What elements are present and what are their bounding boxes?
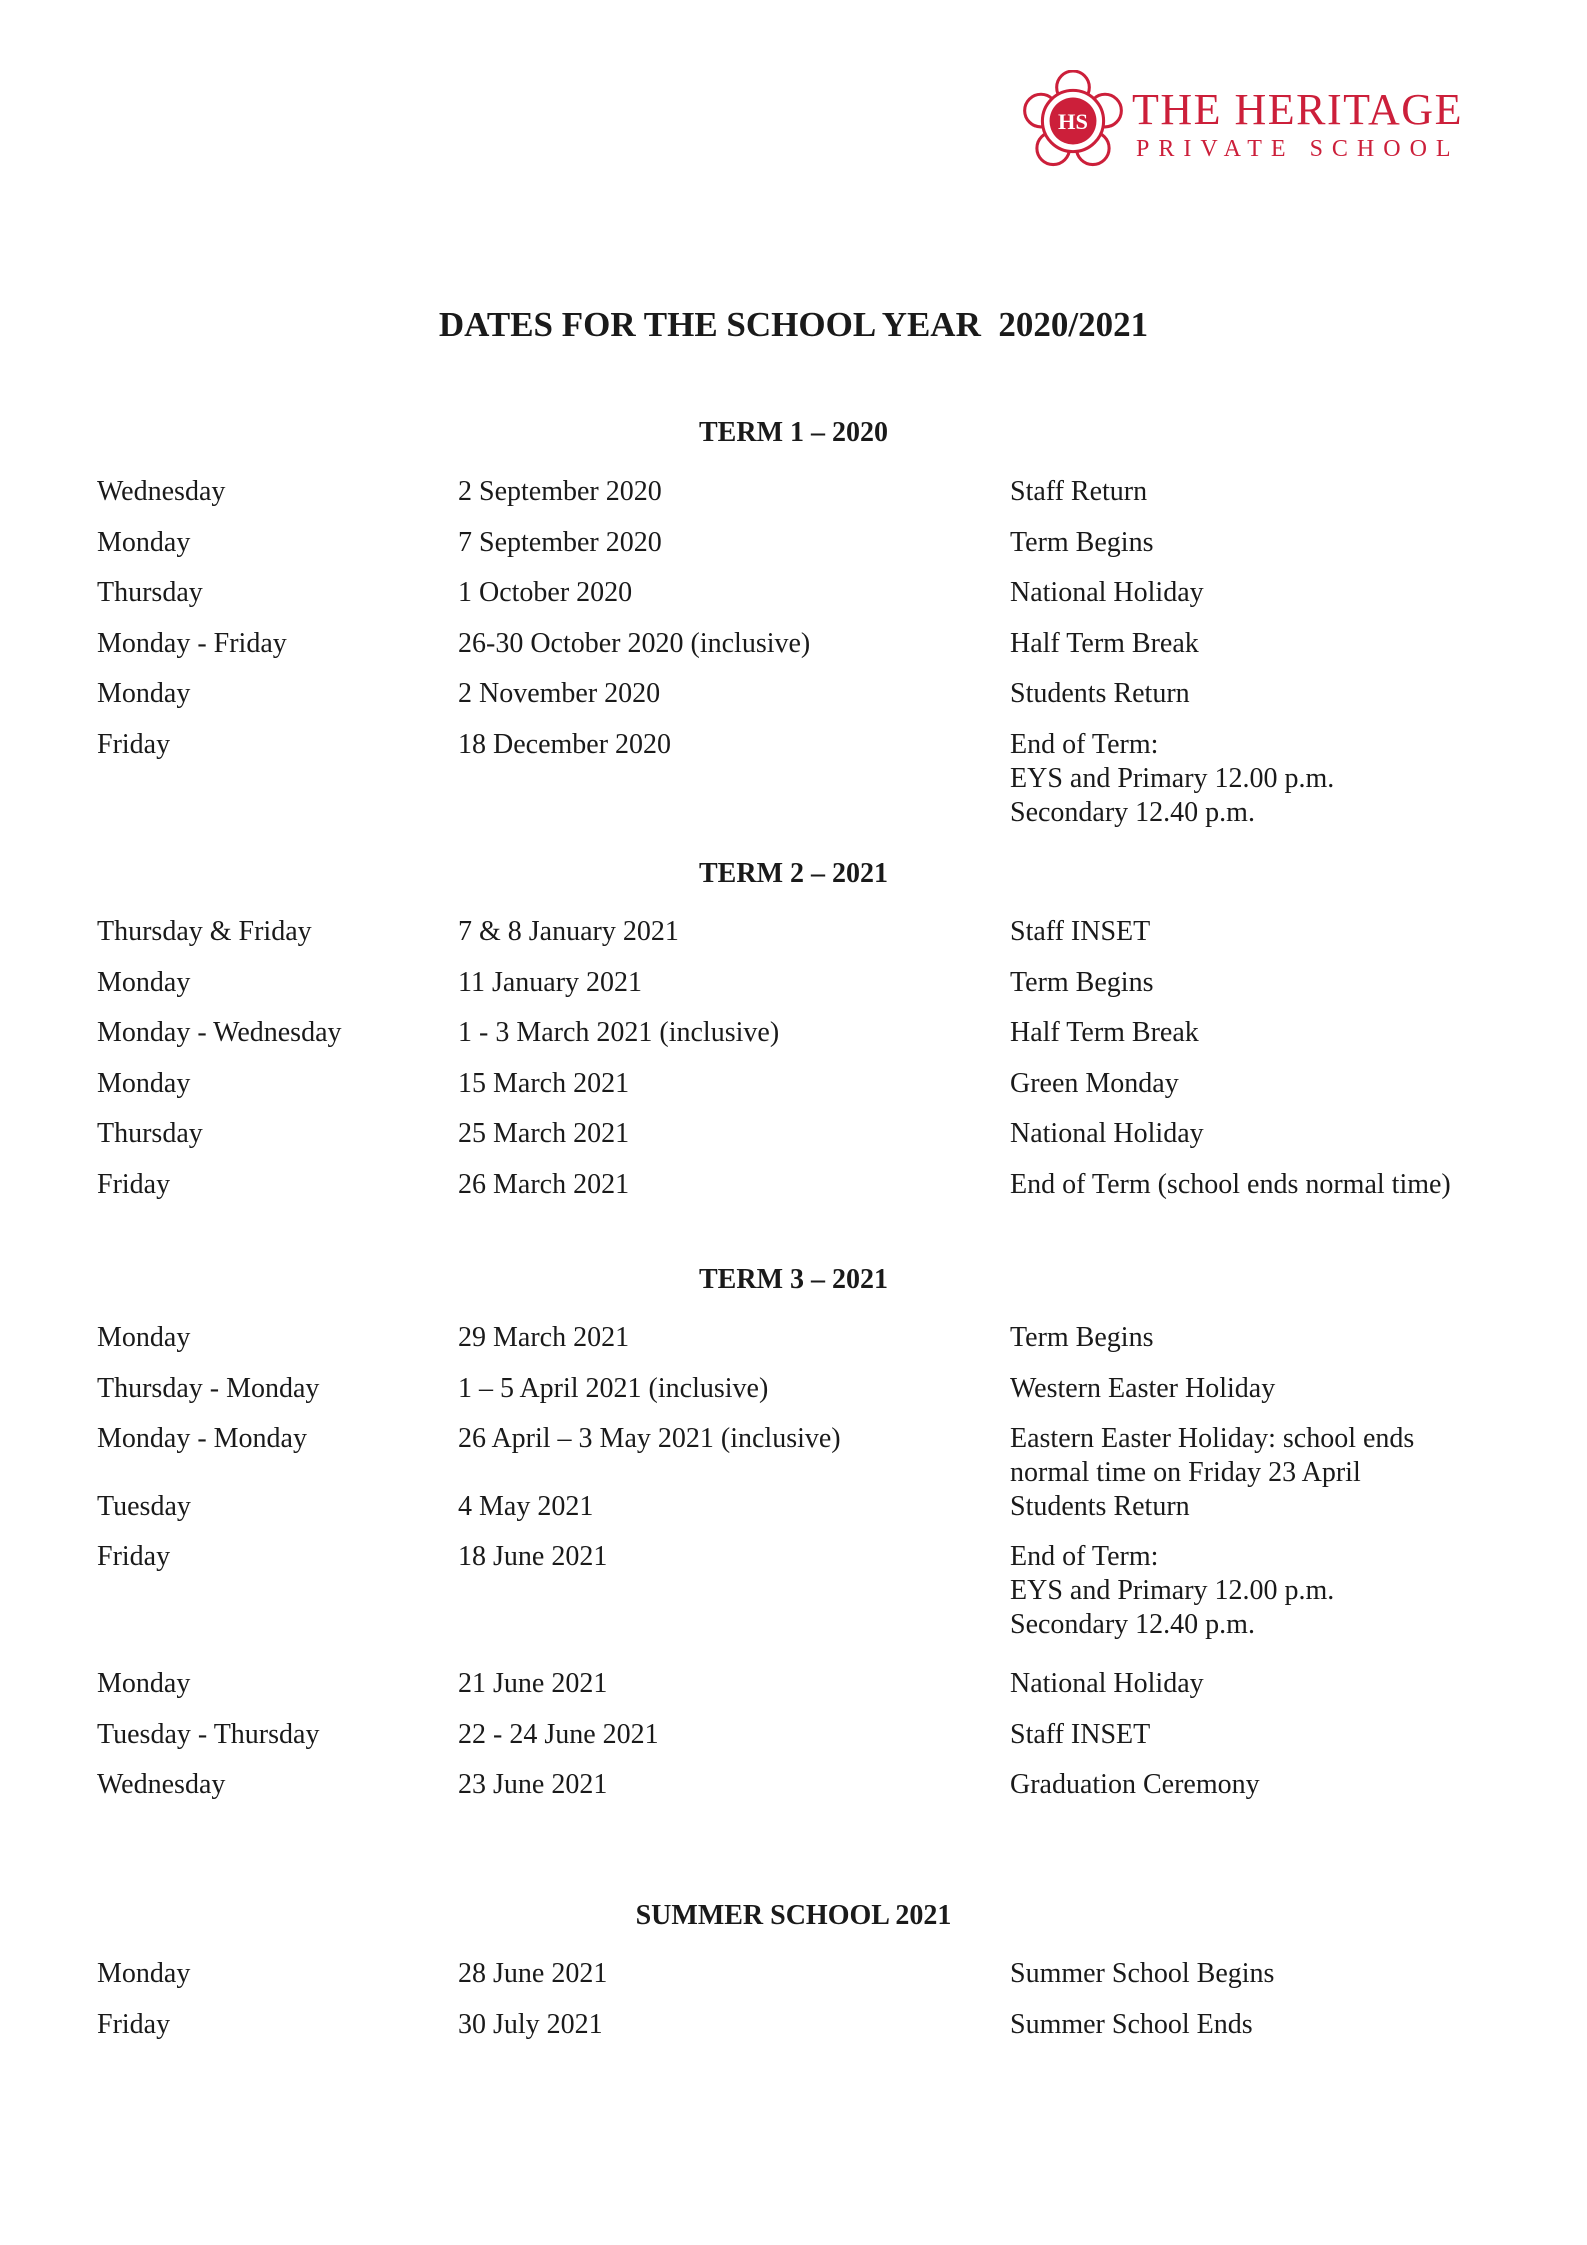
event-line: Term Begins [1010, 967, 1154, 998]
event-cell [1010, 475, 1147, 509]
event-line: normal time on Friday 23 April [1010, 1457, 1361, 1488]
term-heading: TERM 2 – 2021 [699, 858, 888, 889]
date-cell: 26-30 October 2020 (inclusive) [458, 628, 811, 659]
day-cell: Monday [97, 1068, 191, 1099]
school-name-line2: PRIVATE SCHOOL [1136, 136, 1460, 162]
event-cell [1010, 1667, 1204, 1701]
day-cell: Monday [97, 527, 191, 558]
date-cell: 29 March 2021 [458, 1322, 630, 1353]
day-cell: Monday - Friday [97, 628, 287, 659]
term-heading: TERM 1 – 2020 [699, 417, 888, 448]
date-cell: 15 March 2021 [458, 1068, 630, 1099]
day-cell: Thursday [97, 1118, 203, 1149]
event-line: Graduation Ceremony [1010, 1769, 1260, 1800]
event-cell [1010, 1321, 1153, 1355]
event-cell [1010, 1168, 1451, 1202]
day-cell: Monday - Wednesday [97, 1017, 342, 1048]
event-cell [1010, 1422, 1414, 1490]
event-line: End of Term: [1010, 729, 1159, 760]
event-line: Green Monday [1010, 1068, 1179, 1099]
event-cell [1010, 966, 1153, 1000]
event-cell [1010, 526, 1153, 560]
day-cell: Friday [97, 2009, 171, 2040]
day-cell: Thursday - Monday [97, 1373, 320, 1404]
event-line: Western Easter Holiday [1010, 1373, 1276, 1404]
date-cell: 25 March 2021 [458, 1118, 630, 1149]
event-cell [1010, 677, 1190, 711]
page-title: DATES FOR THE SCHOOL YEAR 2020/2021 [438, 305, 1149, 344]
event-cell [1010, 1768, 1260, 1802]
event-cell [1010, 915, 1150, 949]
date-cell: 1 October 2020 [458, 577, 633, 608]
event-line: Secondary 12.40 p.m. [1010, 1609, 1255, 1640]
event-cell [1010, 1540, 1334, 1642]
date-cell: 26 April – 3 May 2021 (inclusive) [458, 1423, 841, 1454]
event-line: National Holiday [1010, 577, 1204, 608]
day-cell: Thursday [97, 577, 203, 608]
event-line: EYS and Primary 12.00 p.m. [1010, 1575, 1335, 1606]
tudor-rose-seal-icon [1022, 70, 1124, 172]
date-cell: 26 March 2021 [458, 1169, 630, 1200]
school-name-line1: THE HERITAGE [1132, 85, 1463, 134]
day-cell: Friday [97, 729, 171, 760]
day-cell: Monday [97, 678, 191, 709]
day-cell: Monday [97, 1958, 191, 1989]
day-cell: Monday - Monday [97, 1423, 307, 1454]
event-line: Students Return [1010, 678, 1190, 709]
date-cell: 7 & 8 January 2021 [458, 916, 679, 947]
date-cell: 18 December 2020 [458, 729, 672, 760]
event-cell [1010, 1490, 1190, 1524]
date-cell: 1 – 5 April 2021 (inclusive) [458, 1373, 769, 1404]
event-line: Half Term Break [1010, 1017, 1199, 1048]
event-cell [1010, 1718, 1150, 1752]
date-cell: 28 June 2021 [458, 1958, 608, 1989]
event-line: End of Term: [1010, 1541, 1159, 1572]
event-cell [1010, 1957, 1274, 1991]
day-cell: Tuesday - Thursday [97, 1719, 320, 1750]
event-line: Term Begins [1010, 527, 1154, 558]
event-line: Students Return [1010, 1491, 1190, 1522]
event-line: Staff Return [1010, 476, 1148, 507]
event-line: Summer School Ends [1010, 2009, 1253, 2040]
day-cell: Thursday & Friday [97, 916, 312, 947]
event-cell [1010, 2008, 1253, 2042]
date-cell: 21 June 2021 [458, 1668, 608, 1699]
event-cell [1010, 576, 1204, 610]
date-cell: 22 - 24 June 2021 [458, 1719, 659, 1750]
date-cell: 30 July 2021 [458, 2009, 603, 2040]
date-cell: 11 January 2021 [458, 967, 643, 998]
event-cell [1010, 1067, 1179, 1101]
event-cell [1010, 627, 1199, 661]
term-heading: SUMMER SCHOOL 2021 [635, 1900, 952, 1931]
seal-monogram: HS [1058, 109, 1088, 135]
day-cell: Friday [97, 1541, 171, 1572]
event-cell [1010, 1117, 1204, 1151]
event-cell [1010, 1016, 1199, 1050]
date-cell: 2 November 2020 [458, 678, 661, 709]
event-line: EYS and Primary 12.00 p.m. [1010, 763, 1335, 794]
event-line: Eastern Easter Holiday: school ends [1010, 1423, 1415, 1454]
date-cell: 4 May 2021 [458, 1491, 594, 1522]
event-line: Summer School Begins [1010, 1958, 1275, 1989]
event-line: Secondary 12.40 p.m. [1010, 797, 1255, 828]
school-logo [1022, 70, 1482, 180]
event-line: Staff INSET [1010, 1719, 1151, 1750]
day-cell: Friday [97, 1169, 171, 1200]
day-cell: Monday [97, 1322, 191, 1353]
date-cell: 23 June 2021 [458, 1769, 608, 1800]
event-cell [1010, 1372, 1275, 1406]
date-cell: 18 June 2021 [458, 1541, 608, 1572]
day-cell: Wednesday [97, 476, 226, 507]
term-heading: TERM 3 – 2021 [699, 1264, 888, 1295]
date-cell: 1 - 3 March 2021 (inclusive) [458, 1017, 780, 1048]
event-line: Term Begins [1010, 1322, 1154, 1353]
event-line: National Holiday [1010, 1118, 1204, 1149]
day-cell: Monday [97, 1668, 191, 1699]
day-cell: Tuesday [97, 1491, 191, 1522]
event-line: National Holiday [1010, 1668, 1204, 1699]
day-cell: Monday [97, 967, 191, 998]
date-cell: 2 September 2020 [458, 476, 662, 507]
event-line: Staff INSET [1010, 916, 1151, 947]
event-line: End of Term (school ends normal time) [1010, 1169, 1451, 1200]
day-cell: Wednesday [97, 1769, 226, 1800]
event-cell [1010, 728, 1334, 830]
event-line: Half Term Break [1010, 628, 1199, 659]
date-cell: 7 September 2020 [458, 527, 662, 558]
